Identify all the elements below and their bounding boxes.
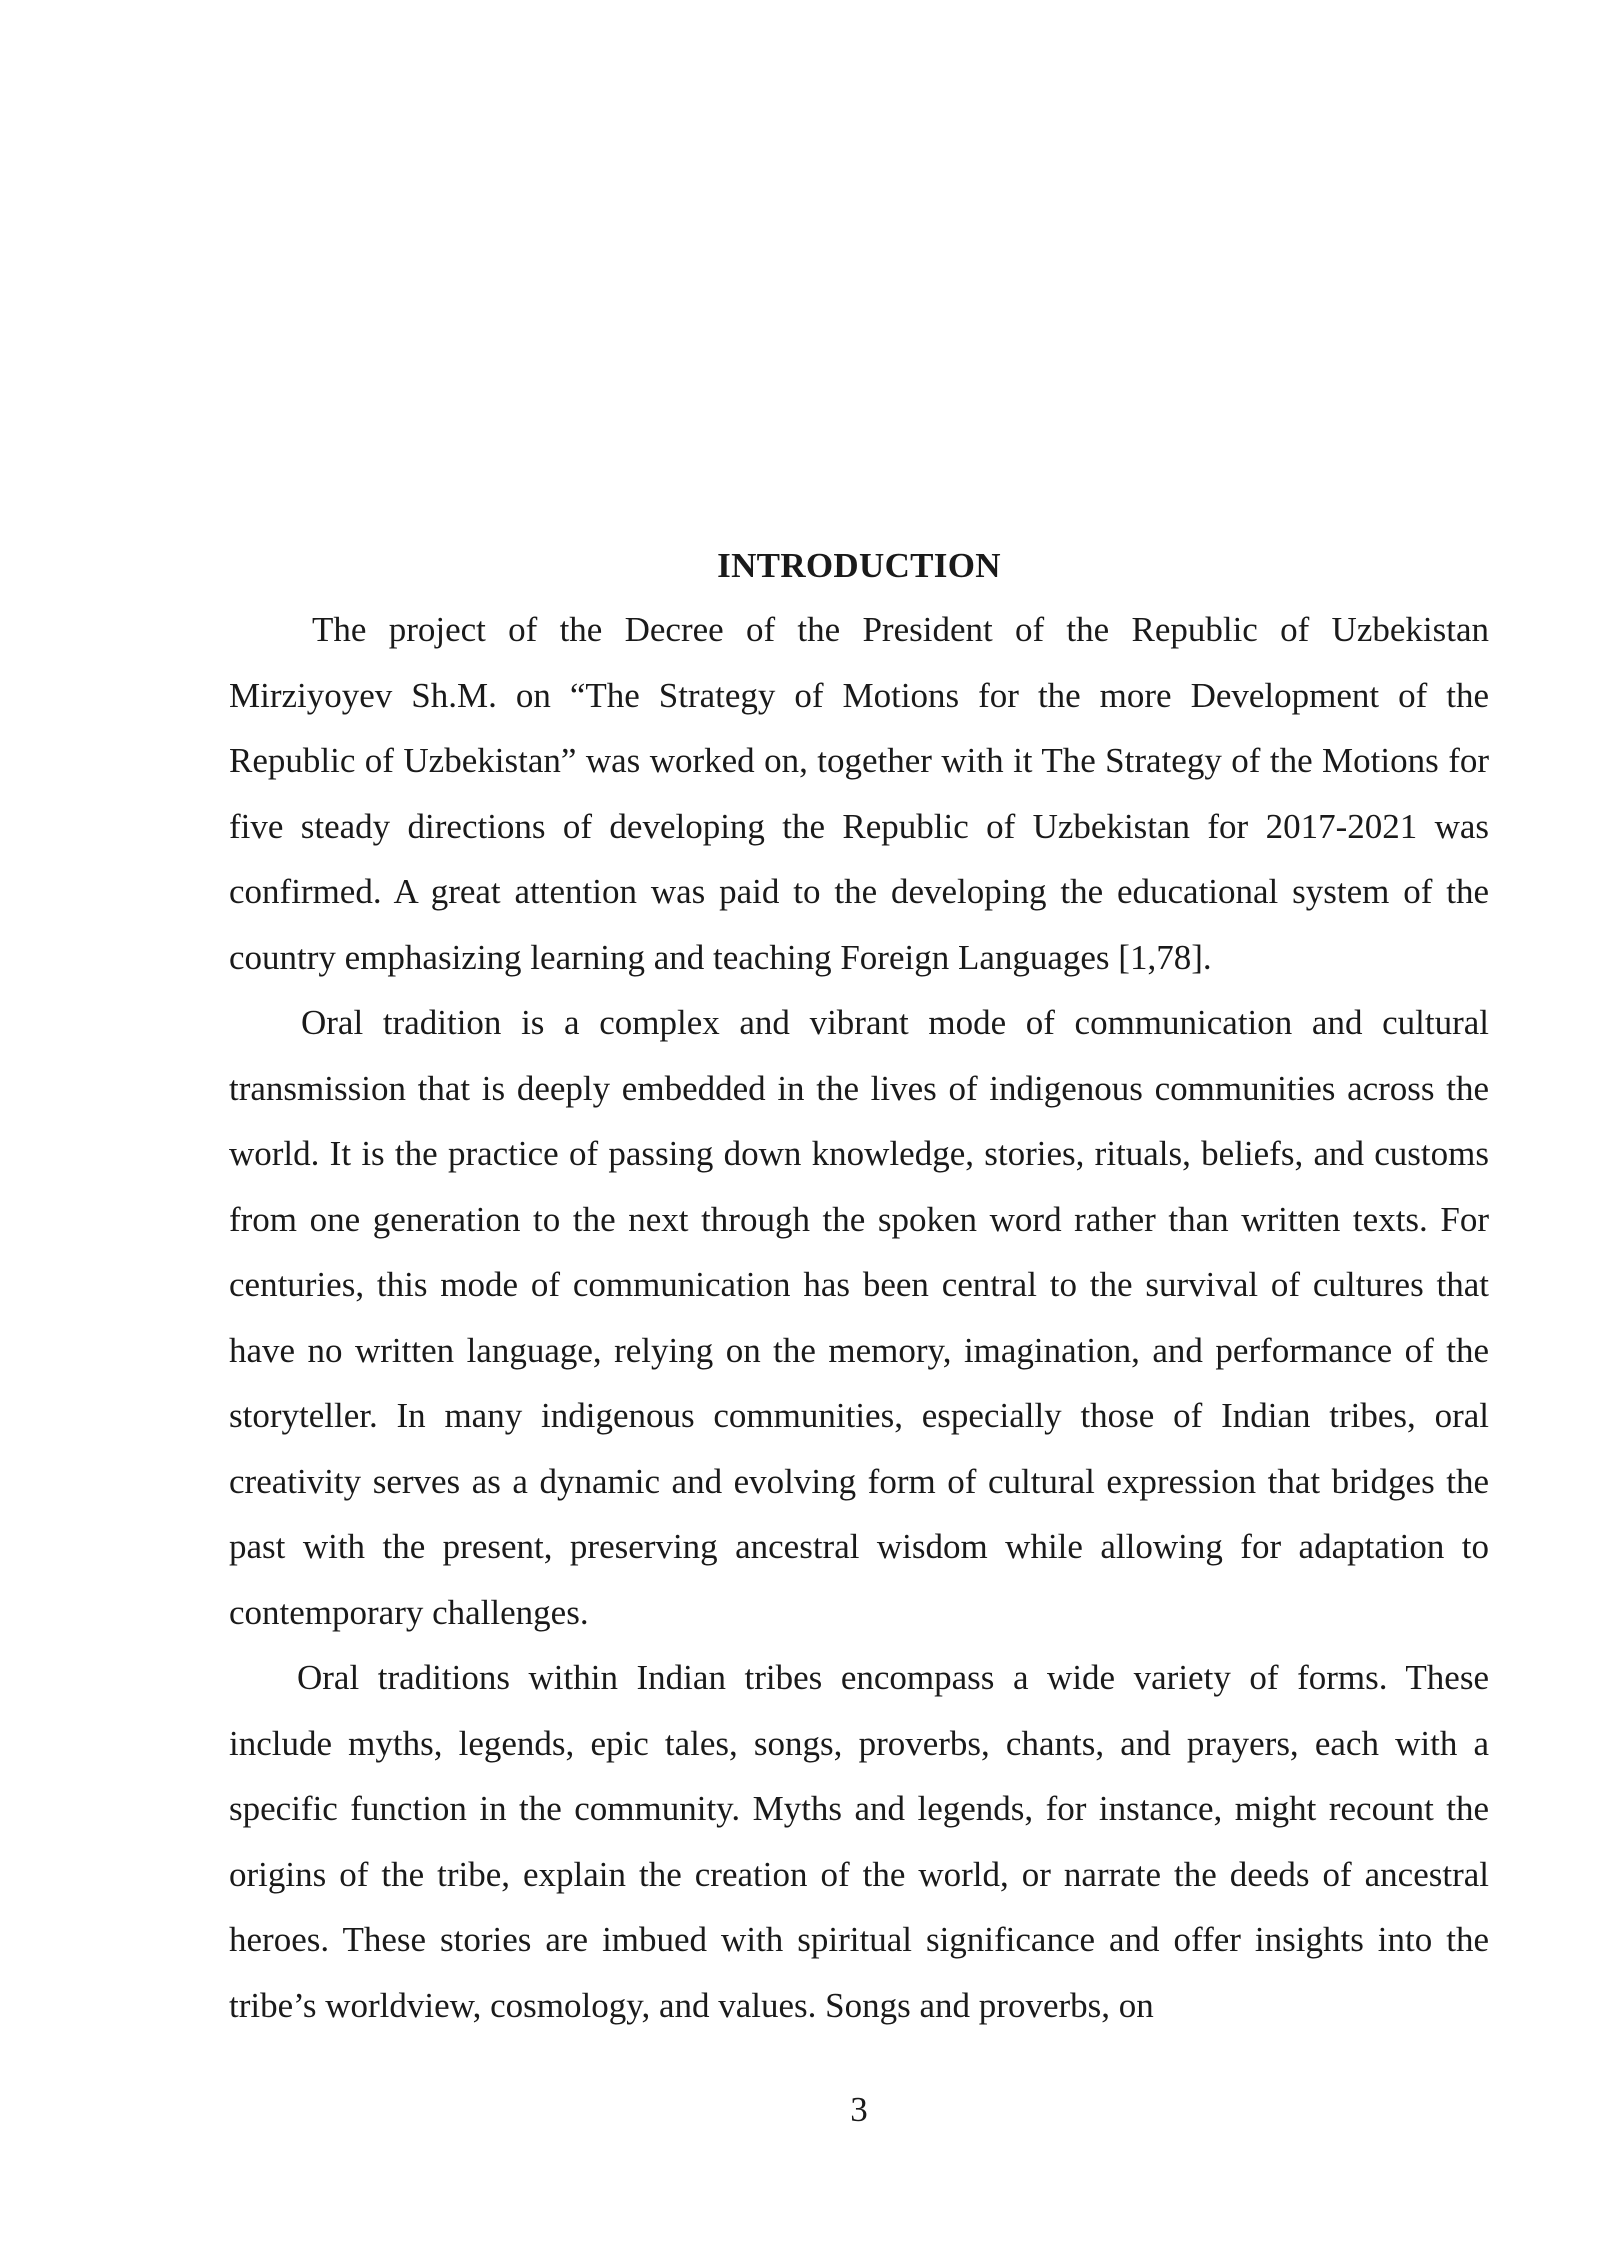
page-number: 3: [850, 2090, 868, 2129]
paragraph-2: Oral tradition is a complex and vibrant mode of communication and cultural transmission that is deeply embedded in the lives of indigenous communities across the world. It is the practice of passing down knowledge, stories, rituals, beliefs, and customs from one generation to the next through the spoken word rather than written texts. For centuries, this mode of communication has been central to the survival of cultures that have no written language, relying on the memory, imagination, and performance of the storyteller. In many indigenous communities, especially those of Indian tribes, oral creativity serves as a dynamic and evolving form of cultural expression that bridges the past with the present, preserving ancestral wisdom while allowing for adaptation to contemporary challenges.: [229, 1003, 1489, 1632]
page-body: [229, 538, 1489, 2038]
paragraph-1: The project of the Decree of the President of the Republic of Uzbekistan Mirziyoyev Sh.M. on “The Strategy of Motions for the more Development of the Republic of Uzbekistan” was worked on, together with it The Strategy of the Motions for five steady directions of developing the Republic of Uzbekistan for 2017-2021 was confirmed. A great attention was paid to the developing the educational system of the country emphasizing learning and teaching Foreign Languages [1,78].: [229, 610, 1489, 977]
section-heading: INTRODUCTION: [717, 546, 1001, 585]
paragraph-3: Oral traditions within Indian tribes encompass a wide variety of forms. These include myths, legends, epic tales, songs, proverbs, chants, and prayers, each with a specific function in the community. Myths and legends, for instance, might recount the origins of the tribe, explain the creation of the world, or narrate the deeds of ancestral heroes. These stories are imbued with spiritual significance and offer insights into the tribe’s worldview, cosmology, and values. Songs and proverbs, on: [229, 1658, 1489, 2025]
